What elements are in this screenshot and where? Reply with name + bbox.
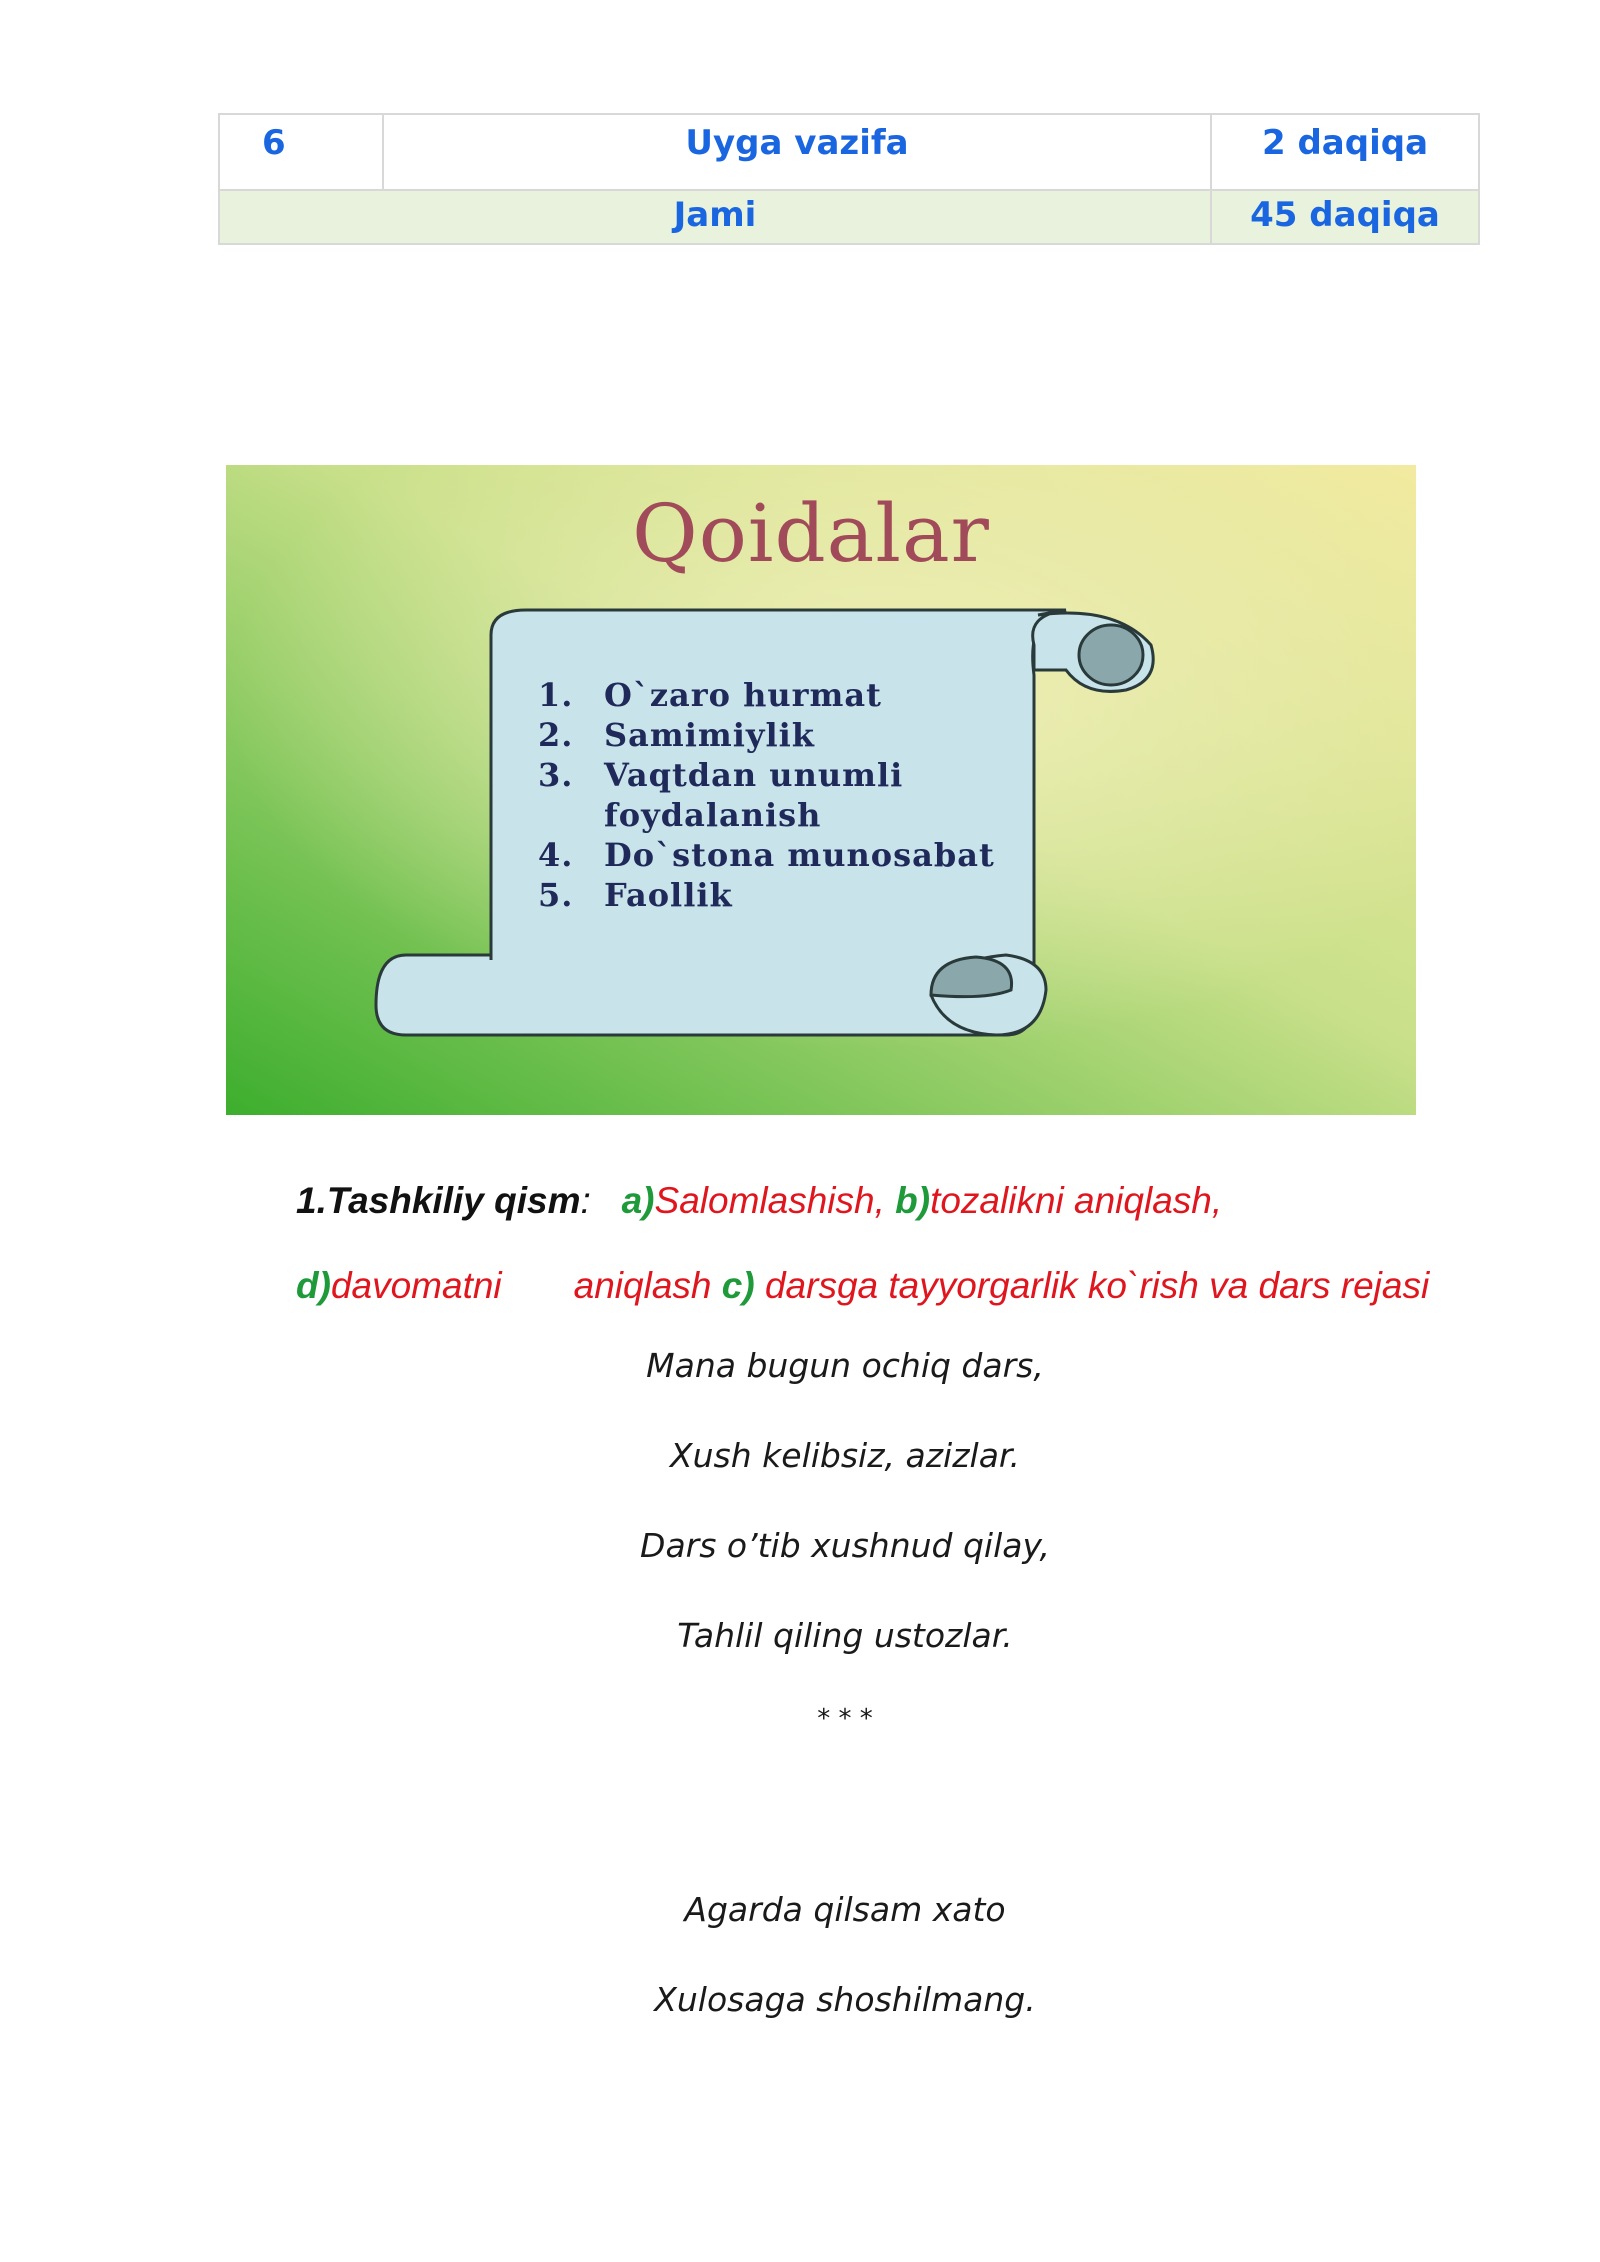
poem-line: Agarda qilsam xato xyxy=(684,1890,1006,1929)
section-heading: 1.Tashkiliy qism xyxy=(296,1180,581,1221)
item-d-text-2: aniqlash xyxy=(573,1265,712,1306)
section-line-1: 1.Tashkiliy qism: a)Salomlashish, b)tozalikni aniqlash, xyxy=(296,1180,1223,1221)
item-d-text: davomatni xyxy=(330,1265,502,1306)
item-a-text: Salomlashish, xyxy=(654,1180,885,1221)
list-item: 2. Samimiylik xyxy=(538,716,815,754)
poem-line: Dars o’tib xushnud qilay, xyxy=(640,1526,1050,1565)
poem-line: Mana bugun ochiq dars, xyxy=(646,1346,1044,1385)
section-line-2 xyxy=(296,1265,1429,1307)
total-time-cell: 45 daqiqa xyxy=(1211,190,1479,244)
list-item: 1. O`zaro hurmat xyxy=(538,676,882,714)
rules-list xyxy=(538,675,1034,915)
table-total-row xyxy=(219,190,1479,244)
poem-line: Xulosaga shoshilmang. xyxy=(654,1980,1036,2019)
list-item: 4. Do`stona munosabat xyxy=(538,836,995,874)
list-item: 3. Vaqtdan unumli foydalanish xyxy=(538,756,904,834)
item-c-text: darsga tayyorgarlik ko`rish va dars rejasi xyxy=(764,1265,1430,1306)
poem-line: Xush kelibsiz, azizlar. xyxy=(670,1436,1020,1475)
item-d-label: d) xyxy=(296,1265,331,1306)
total-label-cell: Jami xyxy=(219,190,1211,244)
item-c-label: c) xyxy=(721,1265,755,1306)
list-item: 5. Faollik xyxy=(538,876,733,914)
item-a-label: a) xyxy=(621,1180,655,1221)
poem-separator: * * * xyxy=(817,1704,873,1734)
step-time-cell: 2 daqiqa xyxy=(1211,114,1479,190)
step-number-cell: 6 xyxy=(219,114,383,190)
step-name-cell: Uyga vazifa xyxy=(383,114,1211,190)
item-b-text: tozalikni aniqlash, xyxy=(930,1180,1223,1221)
rules-title: Qoidalar xyxy=(632,487,990,580)
rules-picture xyxy=(226,465,1416,1115)
lesson-plan-table xyxy=(218,113,1480,245)
table-row xyxy=(219,114,1479,190)
item-b-label: b) xyxy=(895,1180,931,1221)
poem-line: Tahlil qiling ustozlar. xyxy=(677,1616,1013,1655)
